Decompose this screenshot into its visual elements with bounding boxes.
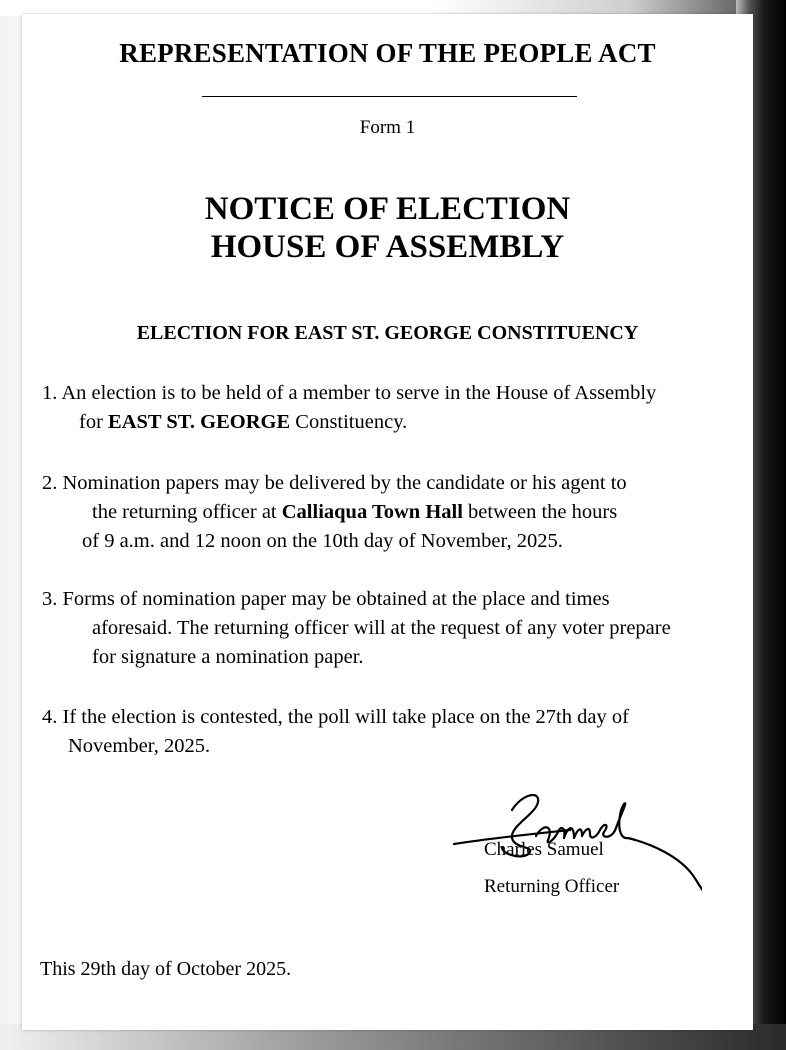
election-heading: ELECTION FOR EAST ST. GEORGE CONSTITUENCY	[136, 322, 639, 344]
item-3-line-2: aforesaid. The returning officer will at the request of any voter prepare	[92, 617, 671, 639]
title-divider	[202, 96, 577, 97]
act-title: REPRESENTATION OF THE PEOPLE ACT	[119, 38, 656, 68]
notice-title-line2: HOUSE OF ASSEMBLY	[210, 229, 565, 265]
form-number: Form 1	[359, 117, 416, 138]
item-1-line-2	[42, 408, 742, 437]
notice-title	[22, 190, 753, 266]
item-3-line-3: for signature a nomination paper.	[92, 646, 364, 668]
notice-item-2	[42, 469, 742, 556]
notice-document	[22, 14, 753, 1030]
notice-title-line1: NOTICE OF ELECTION	[204, 191, 571, 227]
returning-officer-title: Returning Officer	[484, 876, 620, 897]
item-2-line-2	[42, 498, 742, 527]
constituency-name: EAST ST. GEORGE	[108, 411, 291, 433]
item-1-line-2-pre: for	[79, 411, 109, 433]
item-2-line-2-pre: the returning officer at	[92, 501, 282, 523]
item-2-line-2-post: between the hours	[462, 501, 618, 523]
item-4-line-2: November, 2025.	[68, 735, 211, 757]
item-4-line-1: 4. If the election is contested, the poll will take place on the 27th day of	[42, 706, 629, 728]
returning-officer-name: Charles Samuel	[484, 839, 604, 860]
notice-item-4	[42, 703, 742, 761]
nomination-venue: Calliaqua Town Hall	[281, 501, 463, 523]
item-3-line-1: 3. Forms of nomination paper may be obtained at the place and times	[42, 588, 610, 610]
notice-item-1	[42, 379, 742, 437]
item-1-line-1: 1. An election is to be held of a member to serve in the House of Assembly	[42, 382, 657, 404]
item-1-line-2-post: Constituency.	[290, 411, 408, 433]
item-2-line-3: of 9 a.m. and 12 noon on the 10th day of November, 2025.	[82, 530, 563, 552]
item-2-line-1: 2. Nomination papers may be delivered by the candidate or his agent to	[42, 472, 627, 494]
notice-item-3	[42, 585, 742, 672]
notice-date: This 29th day of October 2025.	[40, 958, 292, 980]
